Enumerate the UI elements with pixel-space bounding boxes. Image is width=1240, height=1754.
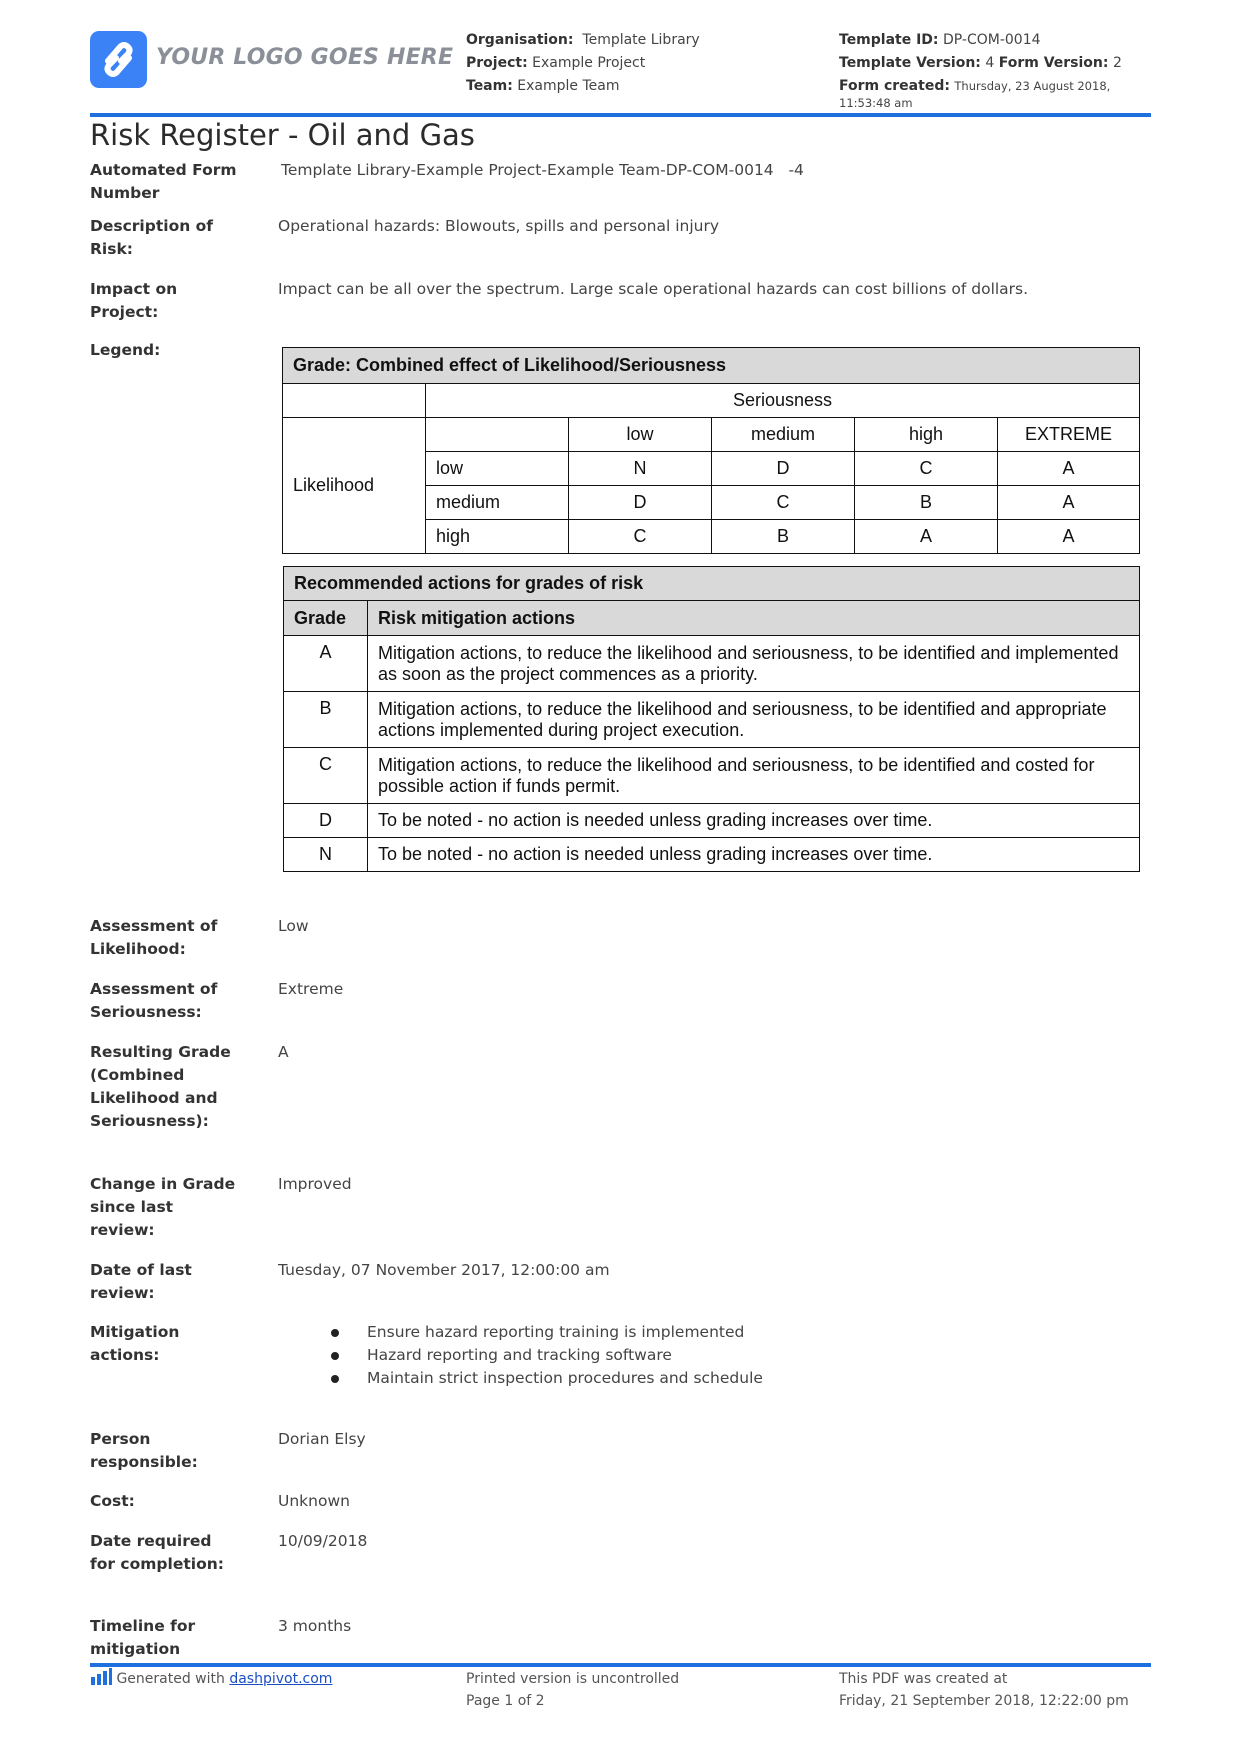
list-item: Hazard reporting and tracking software [331, 1344, 763, 1367]
logo-mark-icon [90, 31, 147, 88]
project-value: Example Project [532, 55, 646, 71]
form-version-label: Form Version: [998, 55, 1109, 71]
matrix-cell: C [855, 452, 998, 486]
pdf-created-date: Friday, 21 September 2018, 12:22:00 pm [839, 1693, 1129, 1709]
matrix-cell: A [855, 520, 998, 554]
date-required-value: 10/09/2018 [278, 1532, 368, 1550]
likelihood-header: Likelihood [283, 418, 426, 554]
likelihood-row-label: low [426, 452, 569, 486]
last-review-date-label: Date of last review: [90, 1261, 192, 1302]
likelihood-row-label: medium [426, 486, 569, 520]
dashpivot-icon [90, 1668, 112, 1686]
print-notice [466, 1668, 679, 1712]
seriousness-col: EXTREME [998, 418, 1140, 452]
template-id-label: Template ID: [839, 32, 939, 48]
matrix-cell: D [569, 486, 712, 520]
action-cell: Mitigation actions, to reduce the likelihood and seriousness, to be identified and costed for possible action if funds permit. [368, 748, 1140, 804]
matrix-cell: C [569, 520, 712, 554]
printed-line: Printed version is uncontrolled [466, 1671, 680, 1687]
actions-title: Recommended actions for grades of risk [284, 567, 1140, 601]
team-label: Team: [466, 78, 513, 94]
seriousness-assessment-value: Extreme [278, 980, 344, 998]
seriousness-col: medium [712, 418, 855, 452]
cost-label: Cost: [90, 1492, 135, 1510]
matrix-cell: B [855, 486, 998, 520]
legend-label: Legend: [90, 341, 161, 359]
form-created-value: Thursday, 23 August 2018, 11:53:48 am [839, 79, 1111, 110]
matrix-title: Grade: Combined effect of Likelihood/Seriousness [283, 348, 1140, 384]
action-cell: To be noted - no action is needed unless grading increases over time. [368, 804, 1140, 838]
list-item: Ensure hazard reporting training is implemented [331, 1321, 763, 1344]
description-value: Operational hazards: Blowouts, spills and personal injury [278, 217, 719, 235]
action-cell: To be noted - no action is needed unless grading increases over time. [368, 838, 1140, 872]
template-id-value: DP-COM-0014 [942, 32, 1041, 48]
grade-cell: A [284, 636, 368, 692]
mitigation-actions-label: Mitigation actions: [90, 1323, 180, 1364]
form-number-value: Template Library-Example Project-Example Team-DP-COM-0014 -4 [281, 161, 804, 179]
likelihood-assessment-value: Low [278, 917, 309, 935]
page-number: Page 1 of 2 [466, 1693, 545, 1709]
seriousness-col: high [855, 418, 998, 452]
action-cell: Mitigation actions, to reduce the likelihood and seriousness, to be identified and appropriate actions implemented during project execution. [368, 692, 1140, 748]
pdf-created-line: This PDF was created at [839, 1671, 1008, 1687]
description-label: Description of Risk: [90, 217, 214, 258]
logo-icon [90, 31, 147, 88]
pdf-created-info [839, 1668, 1129, 1712]
recommended-actions-table [283, 566, 1140, 872]
generated-with [90, 1668, 332, 1690]
impact-label: Impact on Project: [90, 280, 178, 321]
mitigation-actions-list [331, 1321, 763, 1390]
matrix-cell: B [712, 520, 855, 554]
timeline-value: 3 months [278, 1617, 352, 1635]
timeline-label: Timeline for mitigation [90, 1617, 196, 1658]
grade-change-value: Improved [278, 1175, 352, 1193]
seriousness-header: Seriousness [426, 384, 1140, 418]
project-label: Project: [466, 55, 528, 71]
matrix-cell: A [998, 486, 1140, 520]
impact-value: Impact can be all over the spectrum. Large scale operational hazards can cost billions of dollars. [278, 280, 1029, 298]
date-required-label: Date required for completion: [90, 1532, 224, 1573]
header-divider [90, 113, 1151, 117]
matrix-cell: N [569, 452, 712, 486]
generated-prefix: Generated with [116, 1671, 225, 1687]
grade-cell: N [284, 838, 368, 872]
seriousness-assessment-label: Assessment of Seriousness: [90, 980, 218, 1021]
form-created-label: Form created: [839, 78, 950, 94]
person-responsible-label: Person responsible: [90, 1430, 198, 1471]
org-info [466, 29, 700, 98]
organisation-label: Organisation: [466, 32, 574, 48]
action-cell: Mitigation actions, to reduce the likelihood and seriousness, to be identified and implemented as soon as the project commences as a priority. [368, 636, 1140, 692]
likelihood-row-label: high [426, 520, 569, 554]
cost-value: Unknown [278, 1492, 350, 1510]
form-version-value: 2 [1112, 55, 1122, 71]
grade-cell: B [284, 692, 368, 748]
grade-cell: D [284, 804, 368, 838]
form-number-label: Automated Form Number [90, 161, 237, 202]
grade-change-label: Change in Grade since last review: [90, 1175, 236, 1239]
matrix-cell: A [998, 452, 1140, 486]
resulting-grade-value: A [278, 1043, 289, 1061]
matrix-cell: C [712, 486, 855, 520]
list-item: Maintain strict inspection procedures and schedule [331, 1367, 763, 1390]
template-version-label: Template Version: [839, 55, 981, 71]
matrix-cell: D [712, 452, 855, 486]
last-review-date-value: Tuesday, 07 November 2017, 12:00:00 am [278, 1261, 610, 1279]
resulting-grade-label: Resulting Grade (Combined Likelihood and Seriousness): [90, 1043, 231, 1130]
dashpivot-link[interactable]: dashpivot.com [229, 1671, 333, 1687]
page-title: Risk Register - Oil and Gas [90, 118, 475, 152]
grade-cell: C [284, 748, 368, 804]
logo-text: YOUR LOGO GOES HERE [156, 45, 454, 70]
person-responsible-value: Dorian Elsy [278, 1430, 366, 1448]
template-version-value: 4 [985, 55, 995, 71]
seriousness-col: low [569, 418, 712, 452]
template-info [839, 29, 1159, 112]
actions-column-header: Risk mitigation actions [368, 601, 1140, 636]
matrix-cell: A [998, 520, 1140, 554]
team-value: Example Team [517, 78, 620, 94]
likelihood-assessment-label: Assessment of Likelihood: [90, 917, 218, 958]
risk-matrix-table [282, 347, 1140, 554]
footer-divider [90, 1663, 1151, 1667]
grade-column-header: Grade [284, 601, 368, 636]
organisation-value: Template Library [582, 32, 700, 48]
